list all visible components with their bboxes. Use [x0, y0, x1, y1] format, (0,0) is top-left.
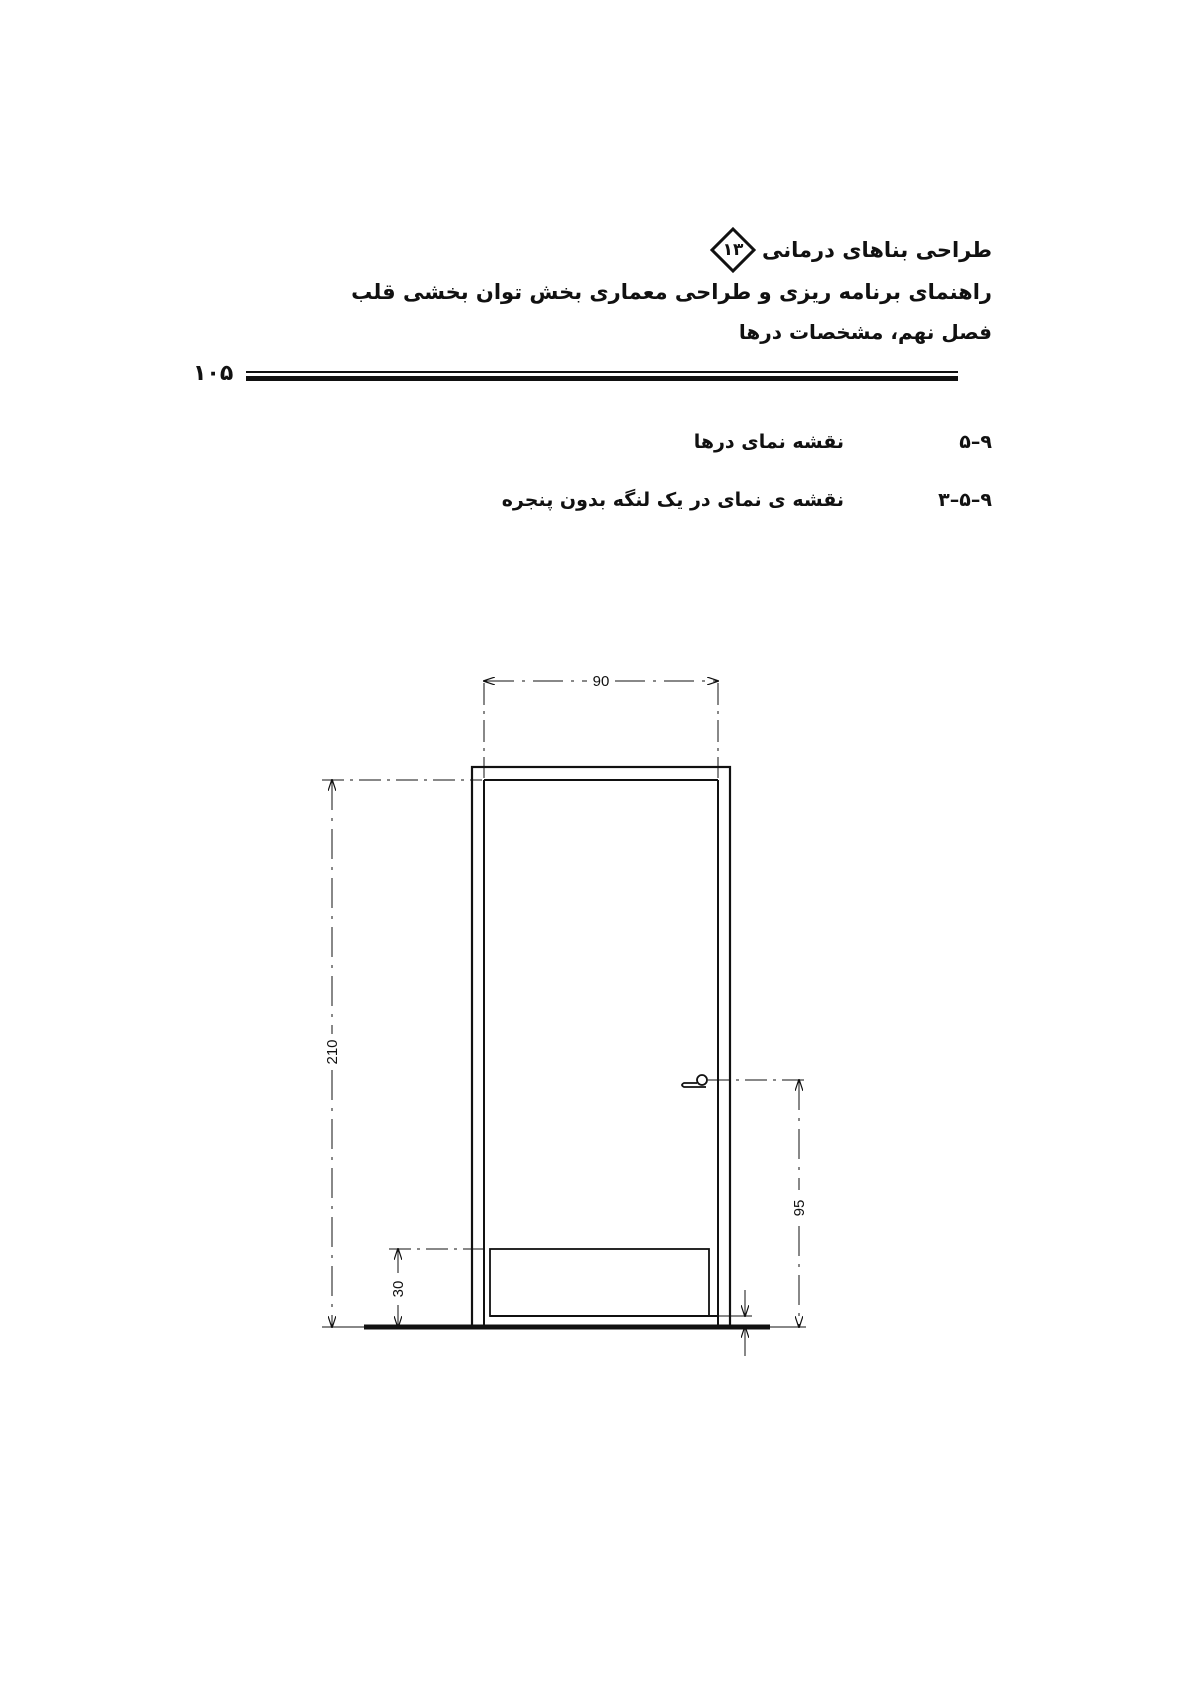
door-frame-outer [472, 767, 730, 1327]
page-number: ۱۰۵ [193, 361, 234, 386]
section-title: نقشه نمای درها [693, 431, 844, 453]
door-handle [682, 1075, 707, 1087]
series-title: طراحی بناهای درمانی [762, 238, 992, 262]
height-dimension [322, 780, 482, 1327]
series-number: ۱۳ [722, 240, 744, 260]
height-dimension-label: 210 [324, 1039, 341, 1065]
width-dimension-label: 90 [592, 673, 610, 690]
handle-height-dimension-label: 95 [791, 1199, 808, 1217]
kick-plate-dimension-label: 30 [390, 1280, 407, 1298]
subsection-number: ۹–۵–۳ [938, 489, 992, 511]
book-title: راهنمای برنامه ریزی و طراحی معماری بخش توان بخشی قلب [351, 280, 992, 304]
kick-plate [490, 1249, 709, 1316]
chapter-title: فصل نهم، مشخصات درها [738, 320, 992, 344]
floor-gap-dimension [718, 1290, 752, 1356]
width-dimension [484, 681, 718, 778]
subsection-title: نقشه ی نمای در یک لنگه بدون پنجره [501, 489, 844, 511]
section-number: ۹–۵ [959, 431, 992, 453]
